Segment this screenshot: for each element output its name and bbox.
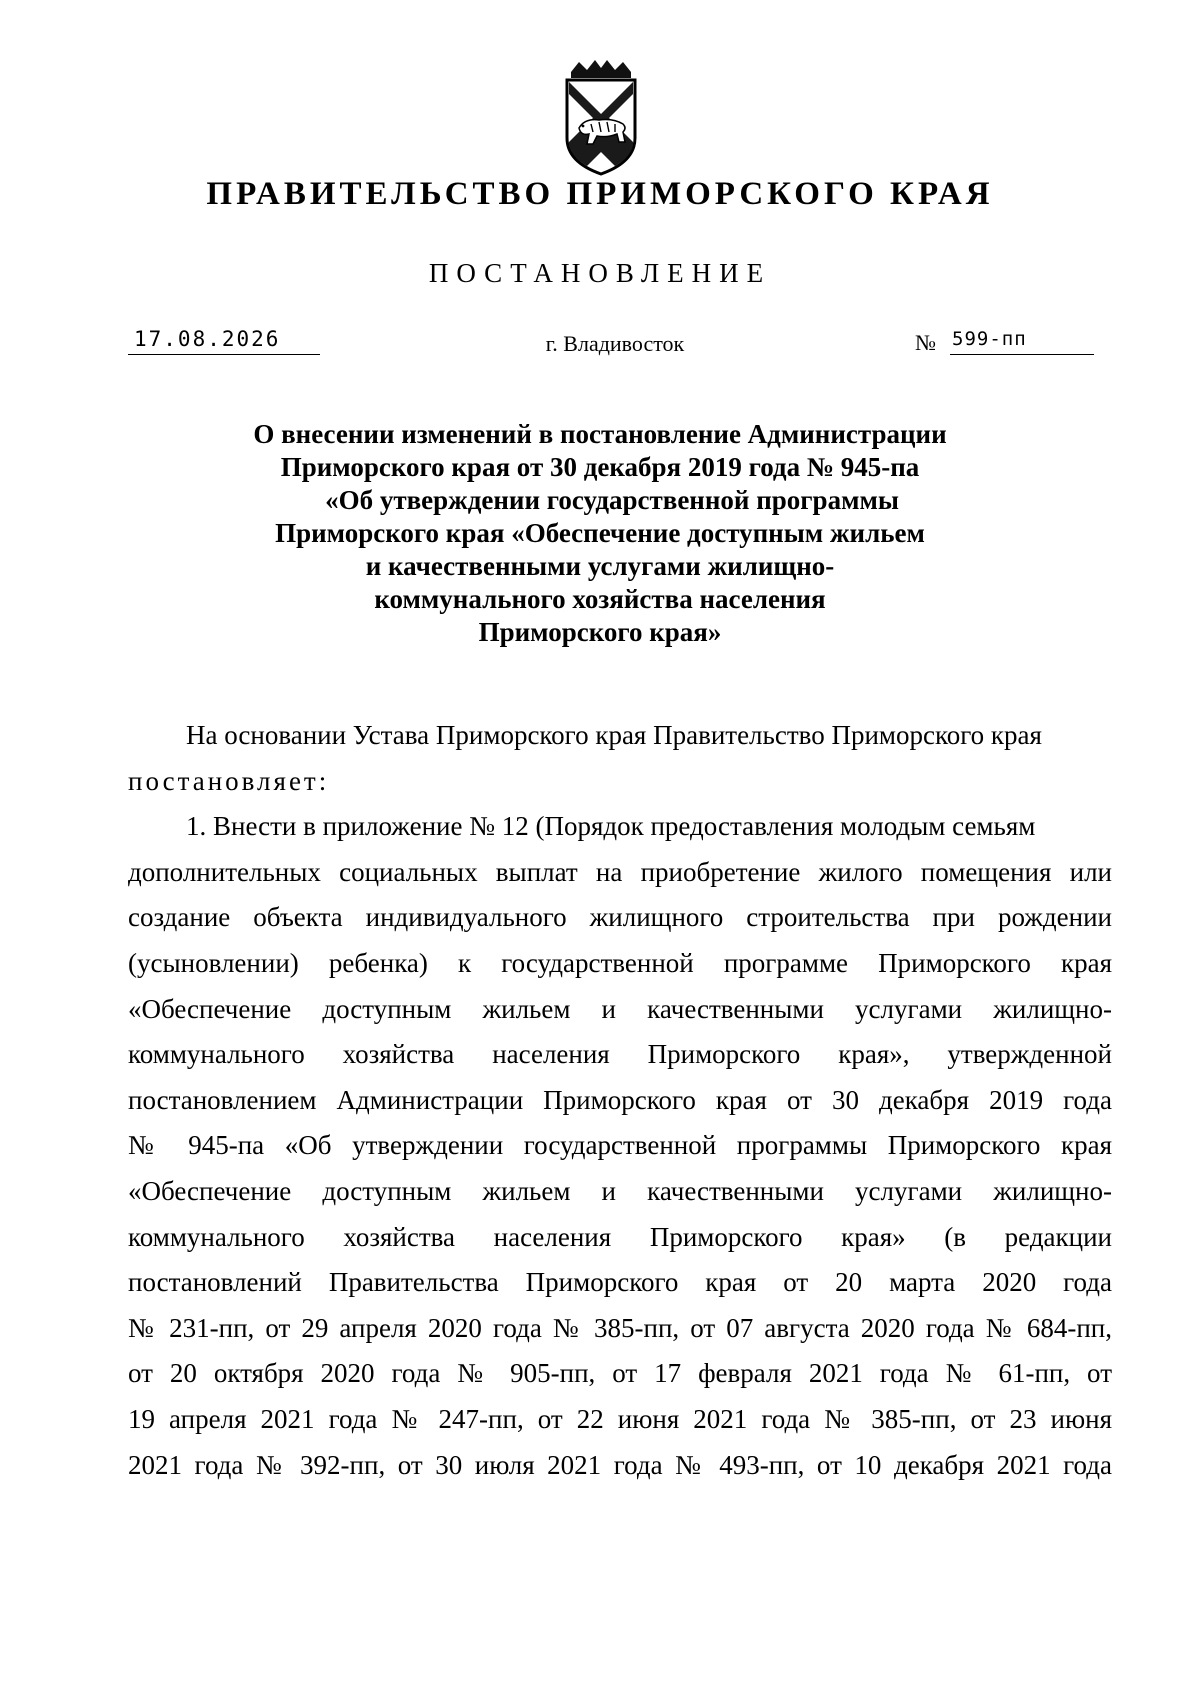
body-line: № 945-па «Об утверждении государственной программы Приморского края	[128, 1130, 1112, 1161]
body-line: «Обеспечение доступным жильем и качественными услугами жилищно-	[128, 993, 1112, 1024]
document-city: г. Владивосток	[545, 331, 685, 356]
body-line: 19 апреля 2021 года № 247-пп, от 22 июня 2021 года № 385-пп, от 23 июня	[128, 1403, 1112, 1434]
intro-paragraph	[128, 713, 1112, 804]
subject-line: О внесении изменений в постановление Администрации	[253, 419, 947, 449]
document-number: 599-пп	[950, 326, 1094, 355]
body-line: коммунального хозяйства населения Приморского края» (в редакции	[128, 1221, 1112, 1252]
body-line: На основании Устава Приморского края Правительство Приморского края	[186, 720, 1042, 750]
number-sign: №	[915, 330, 936, 355]
body-line: дополнительных социальных выплат на приобретение жилого помещения или	[128, 856, 1112, 887]
body-line: 2021 года № 392-пп, от 30 июля 2021 года № 493-пп, от 10 декабря 2021 года	[128, 1449, 1112, 1480]
subject-line: Приморского края от 30 декабря 2019 года № 945-па	[280, 452, 920, 482]
body-line: постановлений Правительства Приморского края от 20 марта 2020 года	[128, 1267, 1112, 1298]
body-line: от 20 октября 2020 года № 905-пп, от 17 февраля 2021 года № 61-пп, от	[128, 1358, 1112, 1389]
organization-title: ПРАВИТЕЛЬСТВО ПРИМОРСКОГО КРАЯ	[206, 176, 994, 212]
document-body	[128, 713, 1112, 1488]
body-line: постановлением Администрации Приморского края от 30 декабря 2019 года	[128, 1084, 1112, 1115]
body-line: № 231-пп, от 29 апреля 2020 года № 385-пп, от 07 августа 2020 года № 684-пп,	[128, 1312, 1112, 1343]
body-line: «Обеспечение доступным жильем и качественными услугами жилищно-	[128, 1175, 1112, 1206]
document-type: ПОСТАНОВЛЕНИЕ	[428, 258, 772, 288]
paragraph-1	[128, 804, 1112, 1488]
subject-line: Приморского края «Обеспечение доступным жильем	[275, 518, 925, 548]
body-line: (усыновлении) ребенка) к государственной программе Приморского края	[128, 947, 1112, 978]
coat-of-arms-emblem	[555, 58, 647, 176]
subject-line: Приморского края»	[478, 617, 722, 647]
body-line: постановляет:	[128, 765, 330, 796]
subject-line: и качественными услугами жилищно-	[365, 551, 835, 581]
subject-line: коммунального хозяйства населения	[374, 584, 826, 614]
body-line: коммунального хозяйства населения Приморского края», утвержденной	[128, 1039, 1112, 1070]
document-subject	[150, 418, 1050, 649]
body-line: 1. Внести в приложение № 12 (Порядок предоставления молодым семьям	[186, 811, 1036, 842]
subject-line: «Об утверждении государственной программы	[325, 485, 899, 515]
document-date: 17.08.2026	[128, 326, 320, 355]
body-line: создание объекта индивидуального жилищного строительства при рождении	[128, 902, 1112, 933]
